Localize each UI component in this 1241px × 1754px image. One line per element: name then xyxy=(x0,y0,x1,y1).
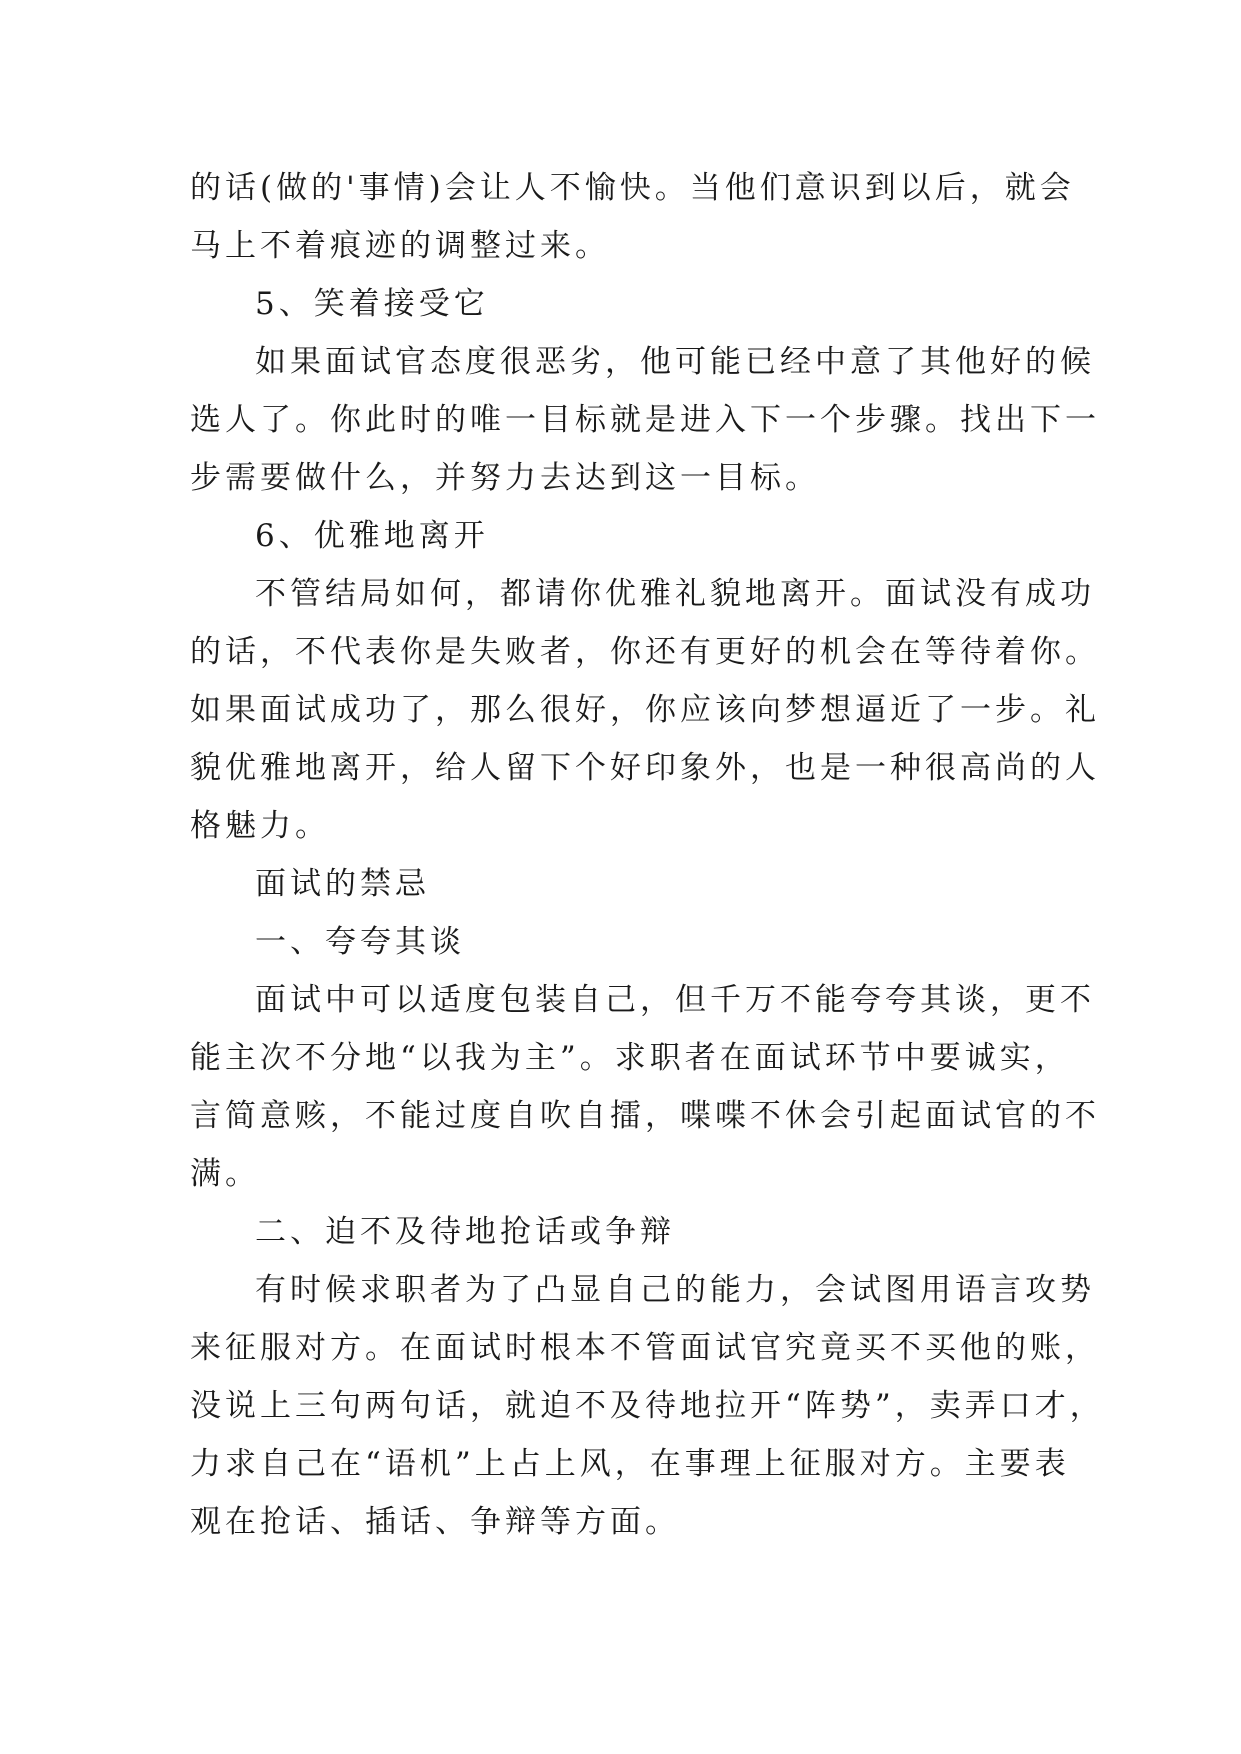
body-text-line: 没说上三句两句话，就迫不及待地拉开“阵势”，卖弄口才， xyxy=(190,1388,1105,1424)
body-text-line: 步需要做什么，并努力去达到这一目标。 xyxy=(190,460,820,496)
body-text-line: 满。 xyxy=(190,1156,260,1192)
body-text-line: 观在抢话、插话、争辩等方面。 xyxy=(190,1504,680,1540)
body-text-line: 面试中可以适度包装自己，但千万不能夸夸其谈，更不 xyxy=(255,982,1095,1018)
body-text-line: 的话(做的'事情)会让人不愉快。当他们意识到以后，就会 xyxy=(190,170,1075,206)
section-heading: 一、夸夸其谈 xyxy=(255,924,465,960)
body-text-line: 有时候求职者为了凸显自己的能力，会试图用语言攻势 xyxy=(255,1272,1095,1308)
body-text-line: 貌优雅地离开，给人留下个好印象外，也是一种很高尚的人 xyxy=(190,750,1100,786)
body-text-line: 如果面试官态度很恶劣，他可能已经中意了其他好的候 xyxy=(255,344,1095,380)
section-heading: 面试的禁忌 xyxy=(255,866,430,902)
section-heading: 二、迫不及待地抢话或争辩 xyxy=(255,1214,675,1250)
section-heading: 6、优雅地离开 xyxy=(255,518,489,554)
body-text-line: 不管结局如何，都请你优雅礼貌地离开。面试没有成功 xyxy=(255,576,1095,612)
body-text-line: 马上不着痕迹的调整过来。 xyxy=(190,228,610,264)
body-text-line: 格魅力。 xyxy=(190,808,330,844)
body-text-line: 的话，不代表你是失败者，你还有更好的机会在等待着你。 xyxy=(190,634,1100,670)
body-text-line: 来征服对方。在面试时根本不管面试官究竟买不买他的账， xyxy=(190,1330,1100,1366)
section-heading: 5、笑着接受它 xyxy=(255,286,489,322)
body-text-line: 言简意赅，不能过度自吹自擂，喋喋不休会引起面试官的不 xyxy=(190,1098,1100,1134)
body-text-line: 如果面试成功了，那么很好，你应该向梦想逼近了一步。礼 xyxy=(190,692,1100,728)
body-text-line: 能主次不分地“以我为主”。求职者在面试环节中要诚实， xyxy=(190,1040,1070,1076)
body-text-line: 选人了。你此时的唯一目标就是进入下一个步骤。找出下一 xyxy=(190,402,1100,438)
body-text-line: 力求自己在“语机”上占上风，在事理上征服对方。主要表 xyxy=(190,1446,1070,1482)
